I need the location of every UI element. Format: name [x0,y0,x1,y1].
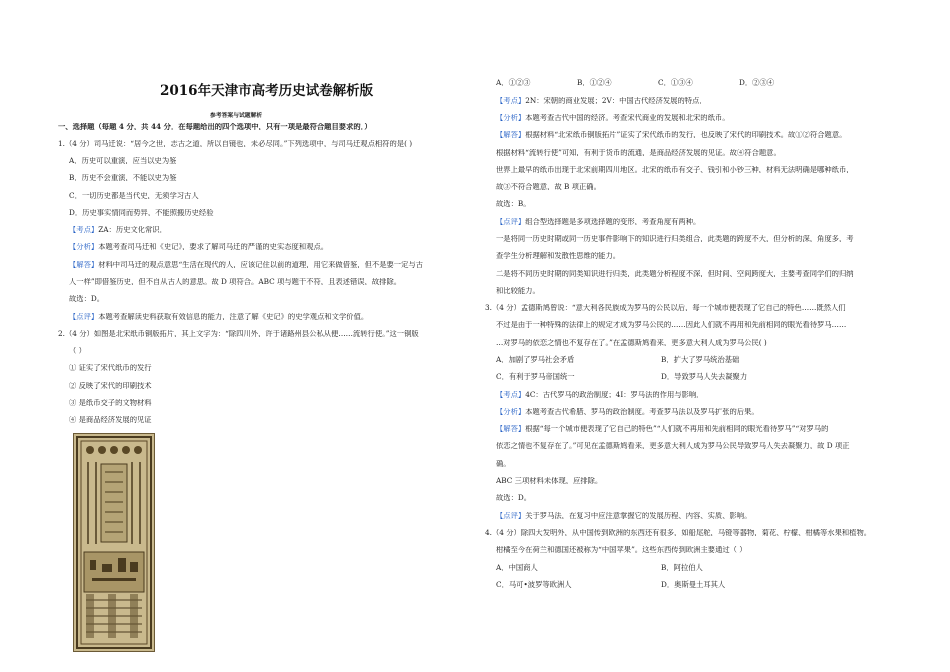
q2-jieda-line-3: 世界上最早的纸币出现于北宋前期四川地区。北宋的纸币有交子、钱引和小钞三种，材料无法明确是哪种纸币， [496,166,854,174]
q3-option-a: A．加剧了罗马社会矛盾 [496,355,575,364]
q1-jieda-line-2: 人一样”即借鉴历史，但不自从古人的意思。故 D 项符合。ABC 项与题干不符，且表述错误，故排除。 [69,278,402,286]
q3-fenxi [496,408,759,415]
tag-fenxi: 【分析】 [69,243,99,251]
tag-kaodian: 【考点】 [69,226,99,234]
q4-options-row-1 [496,564,703,571]
q3-options-row-2 [496,373,747,380]
q3-stem: 3.（4 分）孟德斯鸠曾说：“意大利各民族成为罗马的公民以后，每一个城市便表现了它自己的特色……既然人们 [485,304,846,312]
document-subtitle: 参考答案与试题解析 [210,113,263,119]
q1-fenxi-text: 本题考查司马迁和《史记》，要求了解司马迁的严谨的史实态度和观点。 [98,243,329,251]
q2-stem-bracket: （ ） [69,347,86,355]
q2-dianping-text-1: 组合型选择题是多项选择题的变形，考查角度有两种。 [525,218,701,226]
q3-jieda-line-2: 依恋之情也不复存在了。”可见在孟德斯鸠看来，更多意大利人成为罗马公民导致罗马人失去凝聚力，故 D 项正 [496,442,850,450]
q4-option-a: A．中国商人 [496,563,538,572]
q3-jieda [496,425,828,432]
section-heading: 一、选择题（每题 4 分，共 44 分．在每题给出的四个选项中，只有一项是最符合题目要求的．） [58,123,372,131]
tag-dianping: 【点评】 [496,512,526,520]
q3-stem-line-2: 不过是由于一种特殊的法律上的规定才成为罗马公民的……因此人们就不再用和先前相同的眼光看待罗马…… [496,321,847,329]
tag-fenxi: 【分析】 [496,408,526,416]
q3-kaodian [496,391,703,398]
tag-kaodian: 【考点】 [496,391,526,399]
q3-jieda-text-1: 根据“每一个城市便表现了它自己的特色”“人们就不再用和先前相同的眼光看待罗马”“对罗马的 [525,425,829,433]
q1-dianping [69,313,368,320]
q1-option-b: B．历史不会重演，不能以史为鉴 [69,174,177,182]
q3-answer: 故选：D。 [496,494,532,502]
q1-stem: 1.（4 分）司马迁说：“居今之世，志古之道，所以自镜也，未必尽同。”下列选项中，与司马迁观点相符的是( ) [58,140,413,148]
q4-option-c: C．马可•波罗等欧洲人 [496,580,572,589]
q2-dianping-line-2: 一是将同一历史时期或同一历史事件影响下的知识进行归类组合，此类题的跨度不大，但分析的深，角度多，考 [496,235,854,243]
q3-jieda-line-4: ABC 三项材料未体现，应排除。 [496,477,603,485]
q1-fenxi [69,243,328,250]
q2-dianping-line-5: 和比较能力。 [496,287,540,295]
q1-option-a: A．历史可以重演，应当以史为鉴 [69,157,177,165]
tag-jieda: 【解答】 [496,425,526,433]
q2-choice-b: B．①②④ [577,78,612,87]
q4-options-row-2 [496,581,725,588]
q2-choice-d: D．②③④ [739,78,775,87]
q2-jieda-text-1: 根据材料“北宋纸币铜版拓片”证实了宋代纸币的发行，也反映了宋代的印刷技术。故①②符合题意。 [525,131,847,139]
q1-option-d: D．历史事实情同而势异，不能照搬历史经验 [69,209,214,217]
q2-kaodian-text: 2N：宋朝的商业发展；2V：中国古代经济发展的特点． [525,97,707,105]
q2-fenxi-text: 本题考查古代中国的经济。考查宋代商业的发展和北宋的纸币。 [525,114,730,122]
q4-stem: 4.（4 分）除四大发明外，从中国传到欧洲的东西还有很多，如船尾舵，马镫等器物，菊花、柠檬、柑橘等水果和植物。 [485,529,872,537]
q2-dianping-line-3: 查学生分析理解和发散性思维的能力。 [496,252,621,260]
q1-option-c: C．一切历史都是当代史，无须学习古人 [69,192,199,200]
banknote-icon [73,433,155,652]
q2-dianping-line-4: 二是将不同历史时期的同类知识进行归类，此类题分析程度不深，但时间、空间跨度大，主要考查同学们的归纳 [496,270,854,278]
q2-choice-a: A．①②③ [496,78,531,87]
tag-jieda: 【解答】 [496,131,526,139]
q3-option-b: B．扩大了罗马统治基础 [661,355,740,364]
q2-choice-c: C．①③④ [658,78,693,87]
q2-choices [496,79,820,86]
q4-option-b: B．阿拉伯人 [661,563,703,572]
q3-kaodian-text: 4C：古代罗马的政治制度；4I：罗马法的作用与影响． [525,391,704,399]
q1-jieda [69,261,423,268]
q1-kaodian-text: ZA：历史文化常识． [98,226,167,234]
q1-answer: 故选：D。 [69,295,105,303]
q3-stem-line-3: …对罗马的依恋之情也不复存在了。”在孟德斯鸠看来，更多意大利人成为罗马公民( ) [496,339,767,347]
banknote-rubbing-graphic [74,434,154,651]
tag-dianping: 【点评】 [69,313,99,321]
q4-stem-line-2: 柑橘至今在荷兰和德国还被称为“中国苹果”。这些东西传到欧洲主要通过（ ） [496,546,747,554]
q3-option-c: C．有利于罗马帝国统一 [496,372,575,381]
q3-fenxi-text: 本题考查古代希腊、罗马的政治制度。考查罗马法以及罗马扩张的后果。 [525,408,759,416]
q2-statement-1: ① 证实了宋代纸币的发行 [69,364,152,372]
tag-jieda: 【解答】 [69,261,99,269]
tag-fenxi: 【分析】 [496,114,526,122]
q2-jieda-line-4: 故③不符合题意，故 B 项正确。 [496,183,601,191]
q4-option-d: D．奥斯曼土耳其人 [661,580,726,589]
q2-jieda-line-2: 根据材料“流转行使”可知，有利于货币的流通，是商品经济发展的见证。故④符合题意。 [496,149,781,157]
q3-dianping [496,512,751,519]
q3-options-row-1 [496,356,739,363]
q2-stem: 2.（4 分）如图是北宋纸币铜版拓片，其上文字为：“除四川外，许于诸路州县公私从便……流转行使。”这一铜版 [58,330,419,338]
q3-option-d: D．导致罗马人失去凝聚力 [661,372,748,381]
q2-statement-4: ④ 是商品经济发展的见证 [69,416,152,424]
q1-dianping-text: 本题考查解读史料获取有效信息的能力，注意了解《史记》的史学观点和文学价值。 [98,313,369,321]
q2-answer: 故选：B。 [496,200,531,208]
q2-dianping [496,218,700,225]
q2-fenxi [496,114,730,121]
q3-jieda-line-3: 确。 [496,460,511,468]
q2-jieda [496,131,846,138]
q2-statement-3: ③ 是纸币交子的文物材料 [69,399,152,407]
q1-jieda-text-1: 材料中司马迁的观点意思“生活在现代的人，应该记住以前的道理，用它来做借鉴，但不是要一定与古 [98,261,423,269]
q3-dianping-text: 关于罗马法，在复习中应注意掌握它的发展历程、内容、实质、影响。 [525,512,752,520]
tag-kaodian: 【考点】 [496,97,526,105]
q1-kaodian [69,226,167,233]
document-title: 2016年天津市高考历史试卷解析版 [160,83,374,99]
q2-kaodian [496,97,707,104]
q2-statement-2: ② 反映了宋代的印刷技术 [69,382,152,390]
tag-dianping: 【点评】 [496,218,526,226]
